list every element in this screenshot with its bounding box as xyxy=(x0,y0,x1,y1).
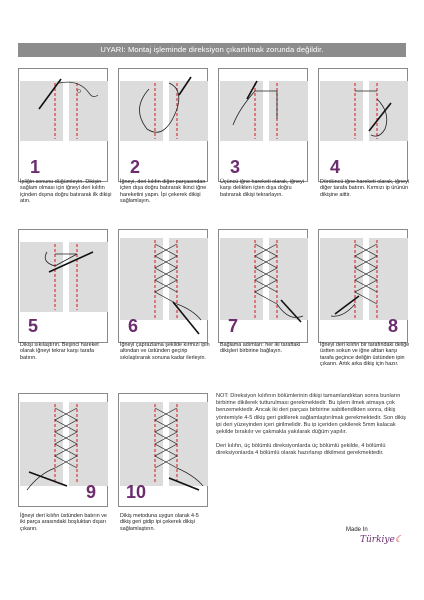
step-6-caption: İğneyi çaprazlama şekilde kırmızı ipin altından ve üstünden geçirip sıkılaştırarak sonuna kadar ilerleyin. xyxy=(120,342,210,361)
logo-text: Türkiye xyxy=(360,535,395,545)
step-2 xyxy=(118,68,208,182)
step-7-caption: Bağlama adımları: her iki taraftaki dikişleri birbirine bağlayın. xyxy=(220,342,301,355)
step-number: 3 xyxy=(230,157,241,177)
step-5-caption: Dikişi sıkılaştırın. Beşinci hareket olarak iğneyi tekrar karşı tarafa batırın. xyxy=(20,342,99,361)
step-2-caption: İğneyi, deri kılıfın diğer parçasından içten dışa doğru batırarak ikinci iğne hareketini yapın. İpi çekerek dikişi sağlamlayın. xyxy=(120,179,207,205)
crescent-icon: ☾ xyxy=(394,535,403,545)
step-8 xyxy=(318,229,408,343)
step-number: 5 xyxy=(28,316,39,336)
step-number: 7 xyxy=(228,316,239,336)
warning-banner: UYARI: Montaj işleminde direksiyon çıkartılmak zorunda değildir. xyxy=(18,43,406,57)
step-3 xyxy=(218,68,308,182)
step-1 xyxy=(18,68,108,182)
step-7 xyxy=(218,229,308,343)
step-10-caption: Dikiş metoduna uygun olarak 4-5 dikiş geri gidip ipi çekerek dikişi sağlamlaştırın. xyxy=(120,513,199,532)
step-number: 4 xyxy=(330,157,341,177)
step-10 xyxy=(118,393,208,507)
step-number: 2 xyxy=(130,157,141,177)
turkiye-logo xyxy=(360,535,403,545)
step-8-caption: İğneyi deri kılıfın bir tarafındaki deliğe üstten sokun ve iğne alttan karşı tarafa geçince deliğin üstünden ipin çıkarın. Artık arka dikiş için hazır. xyxy=(320,342,410,368)
step-number: 8 xyxy=(388,316,399,336)
step-number: 6 xyxy=(128,316,139,336)
note-paragraph: Deri kılıfın, üç bölümlü direksiyonlarda üç bölümlü şekilde, 4 bölümlü direksiyonlarda 4 bölümlü olarak hazırlanıp dikilmesi gerekmektedir. xyxy=(216,443,386,457)
made-in-label: Made In xyxy=(346,527,368,533)
step-number: 10 xyxy=(126,482,147,502)
note-paragraph: NOT: Direksiyon kılıfının bölümlerinin dikişi tamamlandıktan sonra bunların birbirine dikilerek tutturulması gerekmektedir. Bu işlem ilmek atmaya çok benzemektedir. Ancak iki deri parçası birbirine sabitlendikten sonra, dikiş yöntemiyle 4-5 dikiş geri gidilerek sağlamlaştırılmak gerekmektedir. Son dikiş ipi deri yüzeyinden içeri girilmelidir. Bu ip içeriden çekilerek 5mm kalacak şekilde bırakılır ve çakmakla yakılarak düğüm yapılır. xyxy=(216,393,406,436)
step-number: 1 xyxy=(30,157,41,177)
assembly-note xyxy=(216,393,412,465)
step-3-caption: Üçüncü iğne hareketi olarak, iğneyi karşı delikten içten dışa doğru batırarak dikişi tekrarlayın. xyxy=(220,179,304,198)
step-9-caption: İğneyi deri kılıfın üstünden batırın ve iki parça arasındaki boşluktan dışarı çıkarın. xyxy=(20,513,107,532)
step-4-caption: Dördüncü iğne hareketi olarak, iğneyi diğer tarafa batırın. Kırmızı ip ürünün dikişine aittir. xyxy=(320,179,409,198)
step-4 xyxy=(318,68,408,182)
step-number: 9 xyxy=(86,482,97,502)
step-5 xyxy=(18,229,108,343)
step-9 xyxy=(18,393,108,507)
step-6 xyxy=(118,229,208,343)
step-1-caption: İpliğin sonunu düğümleyin. Dikişin sağlam olması için iğneyi deri kılıfın içinden dışına doğru batırarak ilk dikişi atın. xyxy=(20,179,112,205)
